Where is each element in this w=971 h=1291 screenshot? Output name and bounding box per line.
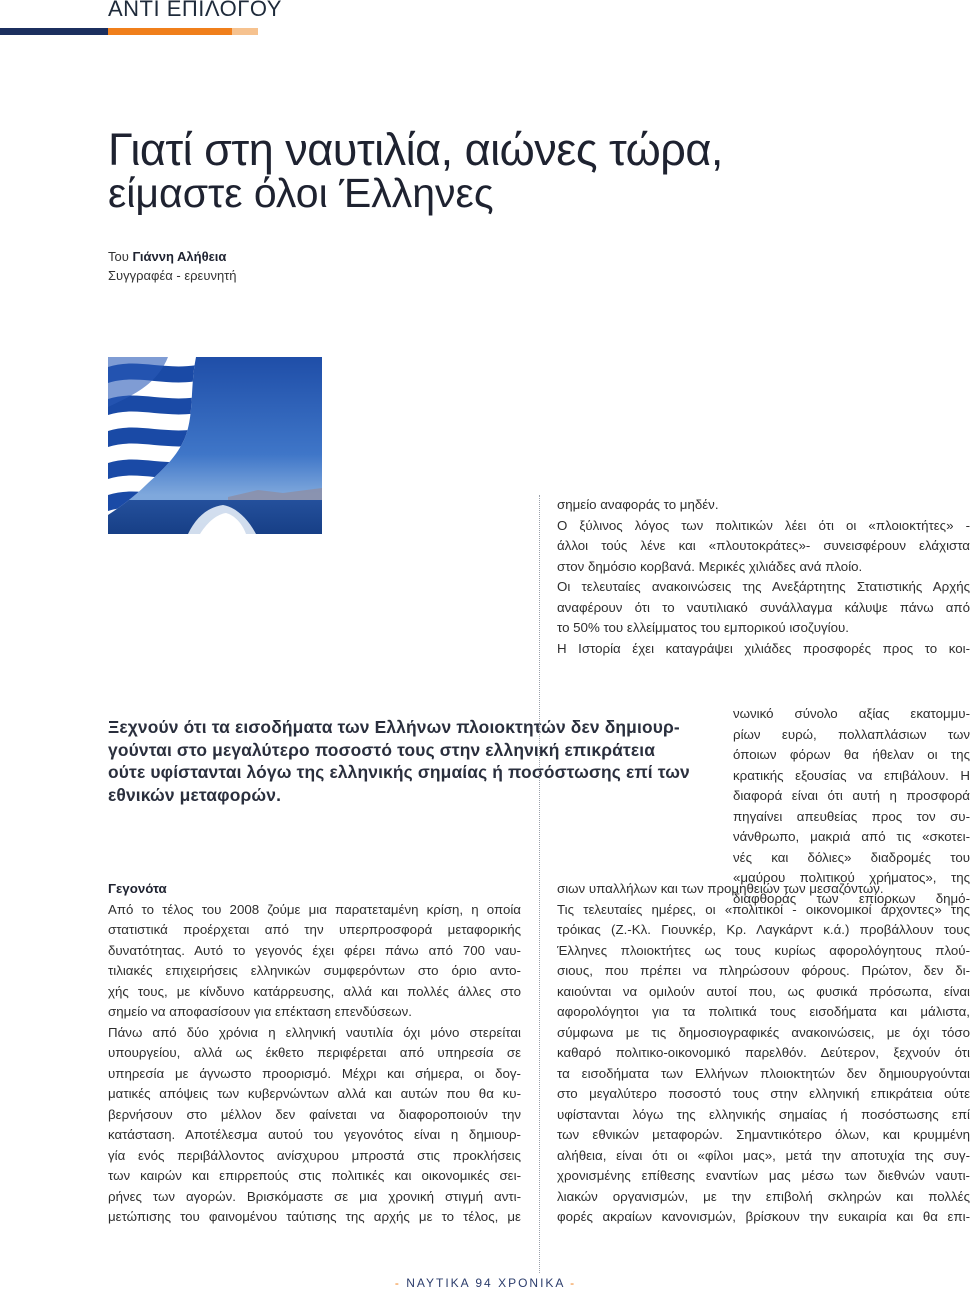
text-line: άλλοι τούς λένε και «πλουτοκράτες»- συνεισφέρουν ελάχιστα bbox=[557, 538, 970, 553]
pull-quote-line: Ξεχνούν ότι τα εισοδήματα των Ελλήνων πλοιοκτητών δεν δημιουρ- bbox=[108, 717, 680, 737]
text-line: νές και δόλιες» διαδρομές του bbox=[733, 849, 970, 865]
text-line: στατιστικά προέρχεται από την υπερπροσφορά μεταφορικής bbox=[108, 922, 521, 937]
byline bbox=[108, 247, 237, 285]
right-column-bottom bbox=[557, 879, 970, 1228]
text-line: τρόικας (Ζ.-Κλ. Γιουνκέρ, Κρ. Λαγκάρντ κ.ά.) προβάλλουν τους bbox=[557, 922, 970, 937]
text-line: σημείο αναφοράς το μηδέν. bbox=[557, 497, 719, 512]
section-label: ΑΝΤΙ ΕΠΙΛΟΓΟΥ bbox=[108, 0, 282, 21]
text-line: αφορολόγητοι για τα πολιτικά τους εισοδήματα και μάλιστα, bbox=[557, 1004, 970, 1019]
author-name: Γιάννη Αλήθεια bbox=[132, 249, 227, 264]
pull-quote-line: γούνται στο μεγαλύτερο ποσοστό τους στην ελληνική επικράτεια bbox=[108, 739, 656, 760]
header-bar-navy bbox=[0, 28, 108, 35]
text-line: νωνικό σύνολο αξίας εκατομμυ- bbox=[733, 706, 970, 721]
pull-quote-line: εθνικών μεταφορών. bbox=[108, 784, 282, 805]
text-line: μετώπισης του φαινομένου ταύτισης της αρχής με το τέλος, με bbox=[108, 1209, 521, 1224]
text-line: Έλληνες πλοιοκτήτες ως τους κυρίως αφορολόγητους πλού- bbox=[557, 942, 970, 958]
text-line: λιακών οργανισμών, με την επιβολή σκληρών και πολλές bbox=[557, 1188, 970, 1204]
left-column bbox=[108, 879, 521, 1228]
text-line: ρήνες των αγορών. Βρισκόμαστε σε μια χρονική στιγμή αντι- bbox=[108, 1188, 521, 1204]
text-line: διαφορά είναι ότι αυτή η προσφορά bbox=[733, 788, 970, 803]
text-line: Η Ιστορία έχει καταγράψει χιλιάδες προσφορές προς το κοι- bbox=[557, 640, 970, 656]
text-line: σιων υπαλλήλων και των προμηθειών των μεσαζόντων. bbox=[557, 881, 884, 896]
text-line: τα εισοδήματα των Ελλήνων πλοιοκτητών δεν δημιουργούνται bbox=[557, 1065, 970, 1081]
footer-dash-right: - bbox=[570, 1276, 577, 1290]
author-role: Συγγραφέα - ερευνητή bbox=[108, 268, 237, 283]
text-line: τιλιακές επιχειρήσεις ελληνικών συμφερόντων στο όριο αντο- bbox=[108, 963, 521, 978]
text-line: καιούνται να ομιλούν αυτοί που, ως φυσικά πρόσωπα, είναι bbox=[557, 983, 970, 999]
text-line: υπηρεσία με άγνωστο προορισμό. Μέχρι και σήμερα, οι δογ- bbox=[108, 1065, 521, 1081]
text-line: όποιων φόρων θα ήθελαν οι της bbox=[733, 747, 970, 762]
header-bar-light bbox=[232, 28, 258, 35]
text-line: Από το τέλος του 2008 ζούμε μια παρατεταμένη κρίση, η οποία bbox=[108, 901, 521, 917]
text-line: σημείο να αποφασίσουν για επέκταση επενδύσεων. bbox=[108, 1004, 412, 1019]
text-line: υπουργείου, αλλά ως έκθετο περιφέρεται από υπηρεσία σε bbox=[108, 1045, 521, 1060]
text-line: φορές ακραίων κανονισμών, βρίσκουν την ευκαιρία και θα επι- bbox=[557, 1209, 970, 1224]
text-line: δυνατότητας. Αυτό το γεγονός έχει φέρει πάνω από 700 ναυ- bbox=[108, 942, 521, 958]
text-line: Ο ξύλινος λόγος των πολιτικών λέει ότι οι «πλοιοκτήτες» - bbox=[557, 517, 970, 533]
text-line: Τις τελευταίες ημέρες, οι «πολιτικοί - οικονομικοί άρχοντες» της bbox=[557, 901, 970, 917]
footer-dash-left: - bbox=[394, 1276, 401, 1290]
text-line: στο μεγαλύτερο ποσοστό τους στην ελληνική επικράτεια ούτε bbox=[557, 1086, 970, 1101]
text-line: Πάνω από δύο χρόνια η ελληνική ναυτιλία όχι μόνο στερείται bbox=[108, 1024, 521, 1040]
column-divider bbox=[539, 495, 540, 1273]
text-line: «μαύρου πολιτικού χρήματος», της bbox=[733, 870, 970, 885]
text-line: υφίστανται λόγω της ελληνικής σημαίας ή ποσόστωσης επί bbox=[557, 1106, 970, 1122]
magazine-name-part1: ΝΑΥΤΙΚΑ bbox=[406, 1276, 471, 1290]
text-line: σιους, που πρέπει να πληρώσουν φόρους. Πρώτον, δεν δι- bbox=[557, 963, 970, 978]
text-line: των καιρών και επιρρεπούς στις πολιτικές και οικονομικές σει- bbox=[108, 1168, 521, 1183]
text-line: διαφθοράς των επίορκων δημό- bbox=[733, 890, 970, 906]
text-line: χής τους, με κίνδυνο κατάρρευσης, αλλά και πολλές άλλες στο bbox=[108, 983, 521, 999]
text-line: βερνήσουν στο μέλλον δεν φαίνεται να διαφοροποιούν την bbox=[108, 1106, 521, 1122]
magazine-name-part2: ΧΡΟΝΙΚΑ bbox=[498, 1276, 565, 1290]
section-heading: Γεγονότα bbox=[108, 881, 167, 896]
text-line: γία ενός περιβάλλοντος ανίσχυρου μπροστά στις προκλήσεις bbox=[108, 1147, 521, 1163]
text-line: στον δημόσιο κορβανά. Μερικές χιλιάδες ανά πλοίο. bbox=[557, 558, 863, 574]
text-line: αναφέρουν ότι το ναυτιλιακό συνάλλαγμα κάλυψε πάνω από bbox=[557, 599, 970, 615]
text-line: πηγαίνει απευθείας προς τον συ- bbox=[733, 808, 970, 824]
pull-quote bbox=[108, 716, 710, 806]
text-line: αλήθεια, είναι ότι οι «φίλοι μας», μετά την αποτυχία της συγ- bbox=[557, 1147, 970, 1163]
text-line: ρίων ευρώ, πολλαπλάσιων των bbox=[733, 726, 970, 742]
text-line: το 50% του ελλείμματος του εμπορικού ισοζυγίου. bbox=[557, 620, 849, 635]
text-line: των εθνικών μεταφορών. Σημαντικότερο όλων, και κρυμμένη bbox=[557, 1127, 970, 1142]
text-line: νάνθρωπο, μακριά από τις «σκοτει- bbox=[733, 829, 970, 844]
header-bar-orange bbox=[108, 28, 232, 35]
text-line: ματικές απόψεις των κυβερνώντων αλλά και αυτών που θα κυ- bbox=[108, 1086, 521, 1101]
text-line: κατάσταση. Αποτέλεσμα αυτού του γεγονότος είναι η δημιουρ- bbox=[108, 1127, 521, 1142]
page-footer bbox=[0, 1276, 971, 1290]
article-title-line1: Γιατί στη ναυτιλία, αιώνες τώρα, bbox=[108, 124, 723, 175]
text-line: καθαρό πολιτικο-οικονομικό παρελθόν. Δεύτερον, ξεχνούν ότι bbox=[557, 1045, 970, 1060]
text-line: χρονισμένης επίθεσης εναντίων μας μέσω των διεθνών ναυτι- bbox=[557, 1168, 970, 1183]
page-number: 94 bbox=[475, 1276, 493, 1290]
greek-flag-photo bbox=[108, 357, 322, 534]
text-line: σύμφωνα με τις δημοσιογραφικές ανακοινώσεις, με όχι τόσο bbox=[557, 1024, 970, 1040]
pull-quote-line: ούτε υφίστανται λόγω της ελληνικής σημαίας ή ποσόστωσης επί των bbox=[108, 762, 690, 783]
article-title-line2: είμαστε όλοι Έλληνες bbox=[108, 170, 494, 216]
byline-prefix: Του bbox=[108, 249, 129, 264]
text-line: κρατικής εξουσίας να επιβάλουν. Η bbox=[733, 767, 970, 783]
right-column-top bbox=[557, 495, 970, 659]
text-line: Οι τελευταίες ανακοινώσεις της Ανεξάρτητης Στατιστικής Αρχής bbox=[557, 579, 970, 594]
